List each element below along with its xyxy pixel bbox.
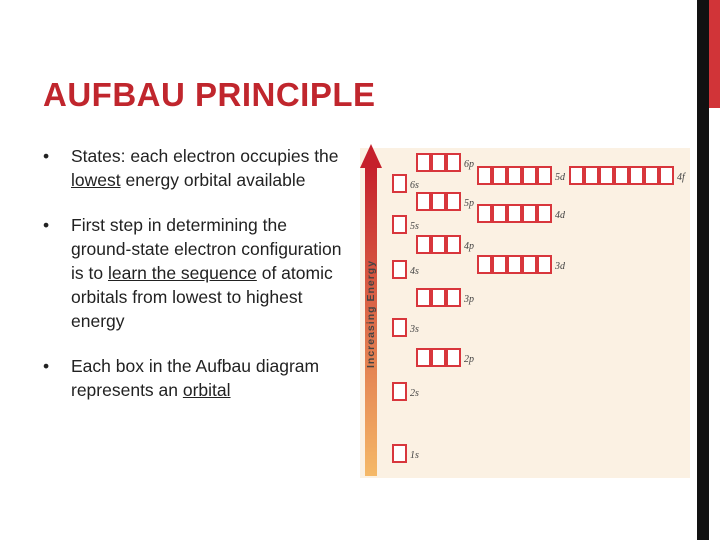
- orbital-label: 6s: [410, 180, 419, 191]
- orbital-box: [447, 289, 460, 306]
- orbital-box: [393, 383, 406, 400]
- orbital-4f: [570, 167, 686, 184]
- orbital-box: [508, 256, 521, 273]
- orbital-box: [432, 154, 445, 171]
- right-edge-bar: [697, 0, 709, 540]
- orbital-box: [585, 167, 598, 184]
- orbital-label: 2s: [410, 388, 419, 399]
- orbital-box: [447, 236, 460, 253]
- orbital-box: [447, 349, 460, 366]
- aufbau-diagram: [360, 138, 690, 478]
- orbital-box: [432, 289, 445, 306]
- orbital-box: [478, 167, 491, 184]
- underlined-term: learn the sequence: [107, 263, 257, 283]
- orbital-label: 1s: [410, 450, 419, 461]
- orbital-box: [417, 154, 430, 171]
- orbital-box: [493, 256, 506, 273]
- orbital-label: 4s: [410, 266, 419, 277]
- orbital-label: 5p: [464, 198, 474, 209]
- orbital-box: [417, 289, 430, 306]
- orbital-box: [447, 154, 460, 171]
- bullet-item: [43, 213, 343, 333]
- orbital-label: 3p: [464, 294, 474, 305]
- orbital-box: [432, 349, 445, 366]
- orbital-label: 4p: [464, 241, 474, 252]
- bullet-list: [43, 144, 343, 423]
- orbital-label: 4f: [677, 172, 685, 183]
- orbital-box: [493, 205, 506, 222]
- bullet-text: of atomic orbitals from lowest to highest energy: [71, 263, 333, 331]
- diagram-panel: [360, 148, 690, 478]
- bullet-item: [43, 144, 343, 192]
- orbital-box: [615, 167, 628, 184]
- underlined-term: orbital: [182, 380, 231, 400]
- orbital-box: [630, 167, 643, 184]
- orbital-box: [523, 256, 536, 273]
- orbital-label: 3d: [555, 261, 565, 272]
- orbital-label: 3s: [410, 324, 419, 335]
- orbital-box: [393, 261, 406, 278]
- orbital-box: [393, 319, 406, 336]
- orbital-box: [538, 167, 551, 184]
- energy-axis-label: Increasing Energy: [365, 259, 377, 368]
- bullet-text: energy orbital available: [120, 170, 306, 190]
- orbital-box: [393, 175, 406, 192]
- orbital-box: [570, 167, 583, 184]
- orbital-box: [432, 236, 445, 253]
- bullet-text: First step in determining the ground-state electron configuration is to: [71, 215, 342, 283]
- orbital-label: 5d: [555, 172, 565, 183]
- orbital-box: [478, 205, 491, 222]
- orbital-box: [393, 445, 406, 462]
- bullet-marker: •: [43, 146, 50, 166]
- orbital-box: [538, 256, 551, 273]
- bullet-text: States: each electron occupies the: [71, 146, 339, 166]
- underlined-term: lowest: [71, 170, 121, 190]
- bullet-text: Each box in the Aufbau diagram represents an: [71, 356, 320, 400]
- orbital-label: 5s: [410, 221, 419, 232]
- orbital-box: [447, 193, 460, 210]
- bullet-marker: •: [43, 215, 50, 235]
- orbital-box: [508, 205, 521, 222]
- orbital-box: [600, 167, 613, 184]
- orbital-label: 4d: [555, 210, 565, 221]
- accent-bar: [709, 0, 720, 108]
- orbital-box: [523, 167, 536, 184]
- orbital-box: [417, 236, 430, 253]
- slide-title: AUFBAU PRINCIPLE: [43, 76, 376, 113]
- orbital-box: [645, 167, 658, 184]
- bullet-item: [43, 354, 343, 402]
- bullet-marker: •: [43, 356, 50, 376]
- orbital-box: [523, 205, 536, 222]
- orbital-box: [660, 167, 673, 184]
- orbital-box: [432, 193, 445, 210]
- orbital-label: 2p: [464, 354, 474, 365]
- orbital-box: [417, 349, 430, 366]
- orbital-box: [493, 167, 506, 184]
- orbital-box: [478, 256, 491, 273]
- orbital-box: [417, 193, 430, 210]
- orbital-box: [538, 205, 551, 222]
- orbital-box: [508, 167, 521, 184]
- orbital-box: [393, 216, 406, 233]
- orbital-label: 6p: [464, 159, 474, 170]
